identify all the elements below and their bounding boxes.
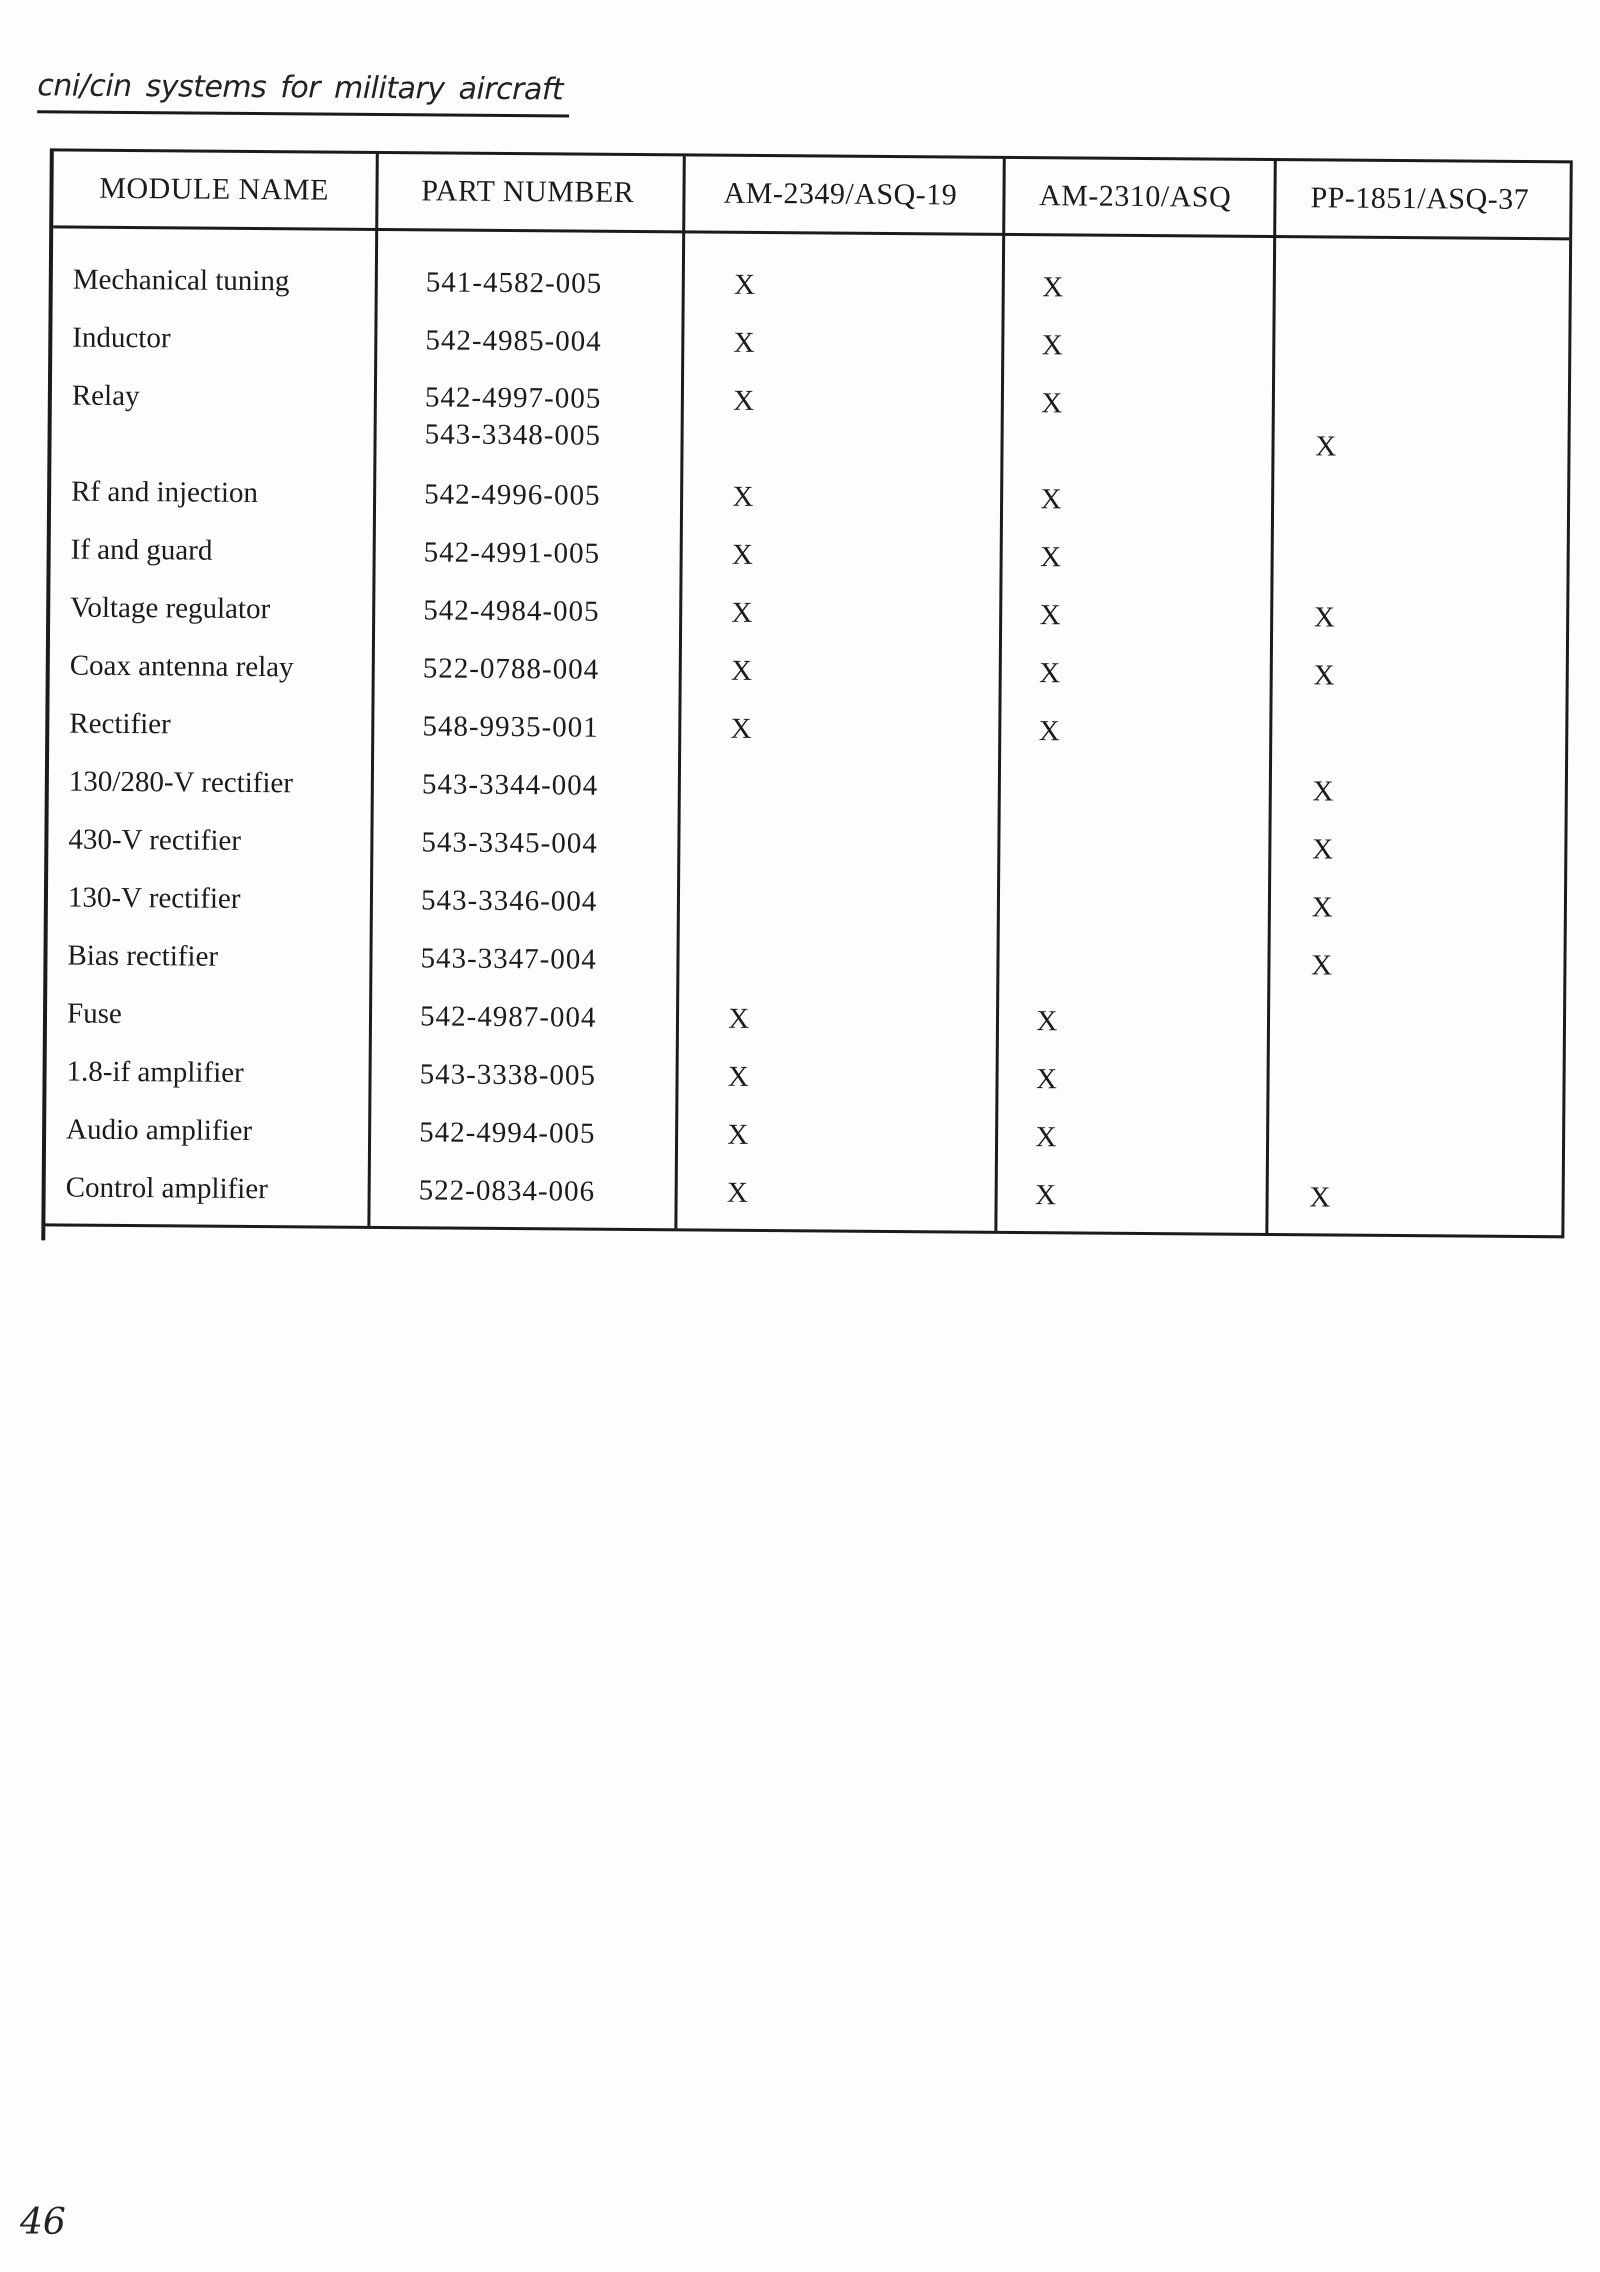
x-mark-cell: X — [733, 268, 756, 301]
table-row — [51, 366, 1568, 474]
x-mark-cell: X — [1035, 1121, 1057, 1154]
module-name-cell: Rectifier — [69, 707, 171, 741]
module-name-cell: Fuse — [66, 997, 122, 1030]
x-mark-cell: X — [727, 1060, 749, 1093]
part-number-cell: 543-3338-005 — [419, 1058, 597, 1092]
module-name-cell: If and guard — [70, 533, 213, 567]
part-number-cell: 542-4994-005 — [419, 1116, 596, 1150]
part-number-cell: 522-0788-004 — [422, 652, 600, 686]
x-mark-cell: X — [1035, 1063, 1058, 1096]
x-mark-cell: X — [1312, 833, 1334, 866]
module-name-cell: Voltage regulator — [70, 591, 271, 626]
x-mark-cell — [1269, 318, 1569, 378]
module-name-cell: Inductor — [72, 321, 171, 355]
x-mark-cell: X — [1311, 949, 1333, 982]
x-mark-cell — [675, 873, 995, 934]
module-name-cell: Control amplifier — [65, 1171, 268, 1206]
x-mark-cell: X — [1313, 601, 1336, 634]
part-number-line: 543-3348-005 — [424, 418, 602, 452]
x-mark-cell — [1264, 994, 1564, 1054]
x-mark-cell — [1266, 704, 1566, 764]
x-mark-cell — [675, 815, 995, 876]
column-header-pp1851: PP-1851/ASQ-37 — [1310, 181, 1530, 217]
x-mark-cell — [994, 876, 1265, 936]
part-number-line: 542-4997-005 — [424, 381, 602, 415]
module-name-cell: 130-V rectifier — [67, 881, 241, 915]
part-number-cell: 543-3346-004 — [420, 884, 598, 918]
x-mark-cell: X — [1039, 599, 1061, 632]
x-mark-cell — [995, 760, 1266, 820]
module-name-cell: Coax antenna relay — [69, 649, 294, 684]
x-mark-cell — [1267, 530, 1567, 590]
x-mark-cell: X — [1041, 387, 1063, 420]
part-number-cell: 522-0834-006 — [418, 1174, 596, 1208]
page-title: cni/cin systems for military aircraft — [37, 68, 569, 117]
x-mark-cell — [676, 757, 996, 818]
module-name-cell: Mechanical tuning — [72, 263, 290, 298]
table-border-tail — [41, 1226, 45, 1240]
x-mark-cell: X — [731, 596, 753, 629]
module-parts-table — [41, 148, 1572, 1238]
module-name-cell: 1.8-if amplifier — [66, 1055, 244, 1089]
table-row — [45, 1158, 1561, 1228]
column-header-part-number: PART NUMBER — [421, 174, 635, 209]
x-mark-cell: X — [1038, 715, 1060, 748]
x-mark-cell: X — [731, 538, 754, 571]
x-mark-cell: X — [1036, 1005, 1058, 1038]
part-number-cell: 543-3345-004 — [421, 826, 598, 860]
module-name-cell: Rf and injection — [71, 475, 259, 510]
x-mark-cell: X — [1042, 271, 1064, 304]
x-mark-cell: X — [1311, 891, 1333, 924]
x-mark-cell — [1263, 1052, 1563, 1112]
table-header-row — [53, 151, 1570, 240]
x-mark-cell: X — [1040, 541, 1062, 574]
x-mark-cell — [1269, 260, 1569, 320]
x-mark-cell — [994, 934, 1265, 994]
x-mark-cell — [995, 818, 1266, 878]
x-mark-cell — [1268, 472, 1568, 532]
column-header-am2349: AM-2349/ASQ-19 — [723, 176, 958, 212]
x-mark-cell: X — [727, 1118, 749, 1151]
module-name-cell: Bias rectifier — [67, 939, 219, 973]
column-header-am2310: AM-2310/ASQ — [1038, 179, 1232, 214]
x-mark-cell: X — [1041, 329, 1063, 362]
part-number-cell — [372, 369, 679, 467]
table-body — [45, 228, 1569, 1228]
page-number: 46 — [20, 2202, 66, 2243]
x-mark-cell: X — [1309, 1181, 1331, 1214]
module-name-cell: Relay — [71, 379, 140, 413]
x-mark-cell: X — [1312, 775, 1334, 808]
part-number-cell: 542-4991-005 — [423, 536, 601, 570]
module-name-cell: Audio amplifier — [66, 1113, 253, 1148]
x-mark-cell: X — [730, 654, 753, 687]
x-mark-cell: X — [733, 384, 755, 417]
module-name-cell: 130/280-V rectifier — [68, 765, 294, 800]
x-mark-cell: X — [733, 326, 755, 359]
x-mark-cell: X — [1035, 1179, 1057, 1212]
x-mark-cell: X — [1313, 659, 1335, 692]
part-number-cell: 542-4987-004 — [419, 1000, 597, 1034]
x-mark-cell: X — [1040, 483, 1062, 516]
part-number-cell: 542-4984-005 — [423, 594, 600, 628]
part-number-cell: 542-4985-004 — [425, 324, 602, 358]
part-number-cell: 548-9935-001 — [422, 710, 599, 744]
module-name-cell: 430-V rectifier — [68, 823, 242, 857]
x-mark-cell: X — [726, 1176, 749, 1209]
part-number-cell: 543-3344-004 — [421, 768, 599, 802]
part-number-cell: 543-3347-004 — [420, 942, 598, 976]
x-mark-cell: X — [1315, 430, 1337, 463]
x-mark-cell: X — [728, 1002, 750, 1035]
x-mark-cell: X — [732, 480, 754, 513]
x-mark-cell: X — [1039, 657, 1061, 690]
x-mark-cell — [675, 931, 995, 992]
part-number-cell: 541-4582-005 — [425, 266, 603, 300]
x-mark-cell — [1263, 1110, 1563, 1170]
column-header-module-name: MODULE NAME — [99, 171, 330, 207]
part-number-cell: 542-4996-005 — [424, 478, 601, 512]
x-mark-cell: X — [730, 712, 752, 745]
